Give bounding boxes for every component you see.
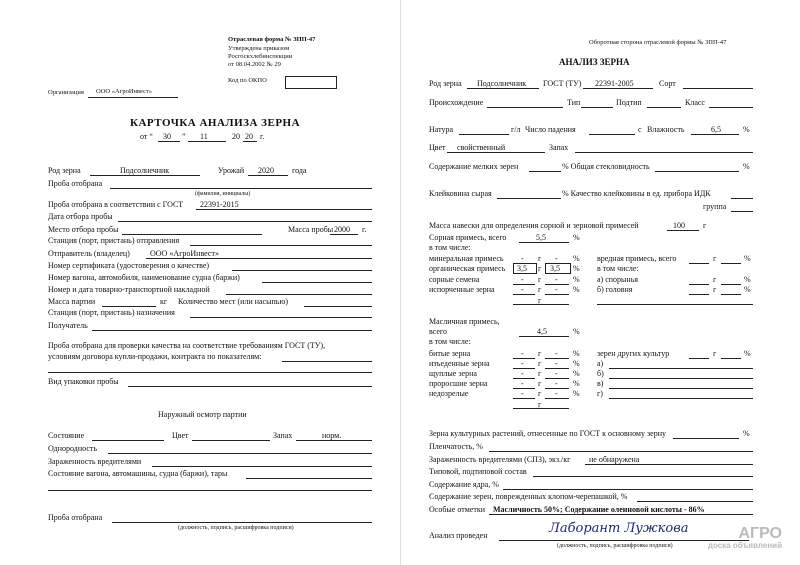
- class-line: [709, 107, 753, 108]
- oil-extra-g-unit: г: [538, 400, 542, 409]
- date-day: 30: [163, 132, 171, 141]
- date-from: от “: [140, 132, 153, 141]
- station-line: [190, 245, 372, 246]
- sample-taken-line: [110, 188, 372, 189]
- other-b-line: [609, 378, 753, 379]
- spoiled-g-line: [513, 294, 535, 295]
- mass-value: 2000: [334, 225, 350, 234]
- date-quote: ”: [182, 132, 186, 141]
- org-label: Организация: [48, 89, 84, 96]
- date-year-line: [243, 141, 257, 142]
- shriveled-pct: -: [555, 369, 558, 378]
- gost-value-r: 22391-2005: [595, 79, 634, 88]
- ergot-label: а) спорынья: [597, 275, 639, 284]
- broken-label: битые зерна: [429, 349, 471, 358]
- sign-caption-right: (должность, подпись, расшифровка подписи): [557, 543, 673, 549]
- weighed-line: [667, 230, 699, 231]
- weed-incl: в том числе:: [429, 243, 471, 252]
- harvest-line: [248, 175, 288, 176]
- sample-by-label: Проба отобрана: [48, 513, 103, 522]
- moisture-pct: %: [743, 125, 750, 134]
- ergot-g-unit: г: [713, 275, 717, 284]
- glassiness-pct: %: [743, 162, 750, 171]
- weed-line: [519, 242, 569, 243]
- crop-value-r: Подсолнечник: [477, 79, 527, 88]
- wagon-label: Номер вагона, автомобиля, наименование судна (баржи): [48, 273, 240, 282]
- harmful-pct-unit: %: [744, 254, 751, 263]
- gluten-label: Клейковина сырая: [429, 189, 492, 198]
- broken-g-unit: г: [538, 349, 542, 358]
- other-crops-g-line: [689, 358, 709, 359]
- approved-org: Росгоскхлебинспекции: [228, 53, 293, 60]
- wagon-state-extra-line: [48, 490, 372, 491]
- smell-value: норм.: [322, 431, 342, 440]
- batch-mass-label: Масса партии: [48, 297, 96, 306]
- sample-taken-label: Проба отобрана: [48, 179, 103, 188]
- smut-pct-line: [721, 294, 741, 295]
- reverse-title: Оборотная сторона отраслевой формы № ЗПП-47: [589, 39, 727, 46]
- spoiled-pct: -: [555, 285, 558, 294]
- moisture-line: [691, 134, 739, 135]
- ttn-line: [226, 294, 372, 295]
- uniformity-line: [108, 453, 372, 454]
- crop-label-r: Род зерна: [429, 79, 462, 88]
- broken-pct: -: [555, 349, 558, 358]
- mineral-pct-unit: %: [573, 254, 580, 263]
- sprouted-pct: -: [555, 379, 558, 388]
- gost-line-r: [583, 88, 653, 89]
- notes-value: Масличность 50%; Содержание олеиновой кислоты - 86%: [493, 505, 705, 514]
- station-label: Станция (порт, пристань) отправления: [48, 236, 180, 245]
- unripe-g-unit: г: [538, 389, 542, 398]
- wagon-line: [262, 282, 372, 283]
- analysis-by-label: Анализ проведен: [429, 531, 488, 540]
- smut-label: б) головня: [597, 285, 633, 294]
- harmful-pct-line: [721, 263, 741, 264]
- bug-line: [637, 501, 753, 502]
- state-label: Состояние: [48, 431, 85, 440]
- sprouted-pct-unit: %: [573, 379, 580, 388]
- small-grains-label: Содержание мелких зерен: [429, 162, 519, 171]
- broken-g: -: [521, 349, 524, 358]
- eaten-g: -: [521, 359, 524, 368]
- weed-total: 5,5: [536, 233, 546, 242]
- sprouted-g-line: [513, 388, 535, 389]
- batch-mass-line: [102, 306, 156, 307]
- bug-label: Содержание зерен, поврежденных клопом-черепашкой, %: [429, 492, 628, 501]
- group-label: группа: [703, 202, 727, 211]
- packing-line: [128, 386, 372, 387]
- mass-unit: г.: [362, 225, 367, 234]
- date-month: 11: [200, 132, 208, 141]
- unripe-pct-line: [545, 398, 569, 399]
- origin-label: Происхождение: [429, 98, 484, 107]
- wagon-state-label: Состояние вагона, автомашины, судна (баржи), тары: [48, 469, 228, 478]
- organic-pct: 3,5: [550, 264, 560, 273]
- harmful-g-unit: г: [713, 254, 717, 263]
- unripe-pct-unit: %: [573, 389, 580, 398]
- date-year-prefix: 20: [232, 132, 240, 141]
- harmful-incl: в том числе:: [597, 264, 639, 273]
- sign-caption-left: (должность, подпись, расшифровка подписи): [178, 525, 294, 531]
- spoiled-pct-unit: %: [573, 285, 580, 294]
- watermark-line-1: АГРО: [738, 524, 782, 542]
- ergot-pct-line: [721, 284, 741, 285]
- other-v-line: [609, 388, 753, 389]
- state-line: [92, 440, 164, 441]
- unripe-g: -: [521, 389, 524, 398]
- type-line: [581, 107, 613, 108]
- purpose-extra-line: [48, 372, 372, 373]
- smell-label-r: Запах: [549, 143, 569, 152]
- kernel-line: [503, 489, 753, 490]
- receiver-line: [92, 330, 372, 331]
- other-crops-g-unit: г: [713, 349, 717, 358]
- sender-label: Отправитель (владелец): [48, 249, 130, 258]
- weighed-label: Масса навески для определения сорной и зерновой примесей: [429, 221, 639, 230]
- notes-label: Особые отметки: [429, 505, 485, 514]
- type-composition-line: [533, 476, 753, 477]
- gost-label: Проба отобрана в соответствии с ГОСТ: [48, 200, 184, 209]
- org-underline: [88, 97, 178, 98]
- nature-line: [459, 134, 509, 135]
- crop-label: Род зерна: [48, 166, 81, 175]
- color-label-r: Цвет: [429, 143, 446, 152]
- organic-pct-unit: %: [573, 264, 580, 273]
- nature-label: Натура: [429, 125, 454, 134]
- other-b: б): [597, 369, 604, 378]
- broken-pct-unit: %: [573, 349, 580, 358]
- type-composition-label: Типовой, подтиповой состав: [429, 467, 527, 476]
- organic-label: органическая примесь: [429, 264, 506, 273]
- shriveled-label: щуплые зерна: [429, 369, 477, 378]
- harvest-label: Урожай: [218, 166, 245, 175]
- weed-seeds-g-unit: г: [538, 275, 542, 284]
- receiver-label: Получатель: [48, 321, 88, 330]
- place-line: [122, 234, 262, 235]
- other-v: в): [597, 379, 604, 388]
- gost-label-r: ГОСТ (ТУ): [543, 79, 582, 88]
- color-line-r: [447, 152, 545, 153]
- ttn-label: Номер и дата товарно-транспортной накладной: [48, 285, 210, 294]
- sample-date-line: [118, 221, 372, 222]
- mineral-label: минеральная примесь: [429, 254, 504, 263]
- purpose-line: [282, 361, 372, 362]
- gost-value: 22391-2015: [200, 200, 239, 209]
- cert-label: Номер сертификата (удостоверения о качестве): [48, 261, 210, 270]
- smell-label: Запах: [273, 431, 293, 440]
- dest-label: Станция (порт, пристань) назначения: [48, 308, 175, 317]
- watermark-logo: [708, 525, 782, 551]
- falling-label: Число падения: [525, 125, 576, 134]
- color-value-r: свойственный: [457, 143, 506, 152]
- date-year: 20: [245, 132, 253, 141]
- gluten-quality-line: [731, 198, 753, 199]
- unripe-pct: -: [555, 389, 558, 398]
- unripe-g-line: [513, 398, 535, 399]
- other-g: г): [597, 389, 603, 398]
- harvest-value: 2020: [258, 166, 274, 175]
- group-line: [731, 211, 753, 212]
- smell-line: [296, 440, 372, 441]
- uniformity-label: Однородность: [48, 444, 98, 453]
- weighed-value: 100: [673, 221, 685, 230]
- weed-seeds-label: сорные семена: [429, 275, 480, 284]
- smell-line-r: [575, 152, 753, 153]
- smut-g-line: [689, 294, 709, 295]
- shriveled-g-line: [513, 378, 535, 379]
- pests-line-r: [585, 464, 753, 465]
- weed-seeds-g: -: [521, 275, 524, 284]
- wagon-state-line: [246, 478, 372, 479]
- oil-label: Масличная примесь,: [429, 317, 500, 326]
- moisture-value: 6,5: [711, 125, 721, 134]
- batch-mass-unit: кг: [160, 297, 168, 306]
- weed-pct: %: [573, 233, 580, 242]
- spoiled-pct-line: [545, 294, 569, 295]
- cultural-label: Зерна культурных растений, отнесенные по ГОСТ к основному зерну: [429, 429, 666, 438]
- origin-line: [487, 107, 563, 108]
- organic-g: 3,5: [517, 264, 527, 273]
- harmful-label: вредная примесь, всего: [597, 254, 677, 263]
- spoiled-g-unit: г: [538, 285, 542, 294]
- kernel-label: Содержание ядра, %: [429, 480, 499, 489]
- unripe-label: недозрелые: [429, 389, 469, 398]
- card-title: КАРТОЧКА АНАЛИЗА ЗЕРНА: [130, 117, 301, 129]
- date-day-line: [158, 141, 180, 142]
- purpose-line-2: условиям договора купли-продажи, контракта по показателям:: [48, 352, 262, 361]
- crop-line-r: [467, 88, 539, 89]
- sender-line: [146, 258, 372, 259]
- eaten-g-line: [513, 368, 535, 369]
- gost-line: [196, 209, 372, 210]
- oil-label-2: всего: [429, 327, 448, 336]
- other-a-line: [609, 368, 753, 369]
- other-crops-pct-unit: %: [744, 349, 751, 358]
- sender-value: ООО «АгроИнвест»: [150, 249, 219, 258]
- weed-seeds-g-line: [513, 284, 535, 285]
- crop-value: Подсолнечник: [120, 166, 170, 175]
- date-g: г.: [260, 132, 265, 141]
- film-label: Пленчатость, %: [429, 442, 483, 451]
- watermark-line-2: доска объявлений: [707, 541, 782, 551]
- gluten-line: [497, 198, 561, 199]
- spoiled-g: -: [521, 285, 524, 294]
- other-crops-pct-line: [721, 358, 741, 359]
- mass-label: Масса пробы: [288, 225, 334, 234]
- places-label: Количество мест (или насыпью): [178, 297, 289, 306]
- other-g-line: [609, 398, 753, 399]
- oil-line: [519, 336, 569, 337]
- mineral-pct: -: [555, 254, 558, 263]
- pests-value-r: не обнаружена: [589, 455, 640, 464]
- glassiness-line: [655, 171, 739, 172]
- broken-g-line: [513, 358, 535, 359]
- organic-g-unit: г: [538, 264, 542, 273]
- packing-label: Вид упаковки пробы: [48, 377, 119, 386]
- color-label: Цвет: [172, 431, 189, 440]
- nature-unit: г/л: [511, 125, 521, 134]
- approved-line: Утверждена приказом: [228, 45, 290, 52]
- sprouted-g-unit: г: [538, 379, 542, 388]
- oil-pct: %: [573, 327, 580, 336]
- inspection-title: Наружный осмотр партии: [158, 410, 247, 419]
- crop-line: [90, 175, 200, 176]
- date-month-line: [188, 141, 226, 142]
- film-line: [489, 451, 753, 452]
- small-grains-line: [529, 171, 561, 172]
- smut-pct-unit: %: [744, 285, 751, 294]
- cultural-line: [673, 438, 739, 439]
- spoiled-label: испорченные зерна: [429, 285, 495, 294]
- harmful-g-line: [689, 263, 709, 264]
- org-value: ООО «АгроИнвест»: [96, 88, 153, 95]
- cultural-pct: %: [743, 429, 750, 438]
- oil-total: 4,5: [537, 327, 547, 336]
- ergot-pct-unit: %: [744, 275, 751, 284]
- subtype-line: [647, 107, 681, 108]
- harmful-extra-line: [597, 304, 753, 305]
- sprouted-label: проросшие зерна: [429, 379, 488, 388]
- weighed-unit: г: [703, 221, 707, 230]
- weed-label: Сорная примесь, всего: [429, 233, 507, 242]
- c-label: с: [638, 125, 642, 134]
- eaten-label: изъеденные зерна: [429, 359, 490, 368]
- sample-date-label: Дата отбора пробы: [48, 212, 113, 221]
- eaten-pct: -: [555, 359, 558, 368]
- pests-label: Зараженность вредителями: [48, 457, 142, 466]
- okpo-box: [285, 76, 337, 89]
- pests-label-r: Зараженность вредителями (СПЗ), экз./кг: [429, 455, 571, 464]
- cert-line: [232, 270, 372, 271]
- purpose-line-1: Проба отобрана для проверки качества на соответствие требованиям ГОСТ (ТУ),: [48, 341, 326, 350]
- card-back-page: [400, 0, 800, 565]
- analysis-title: АНАЛИЗ ЗЕРНА: [559, 57, 630, 67]
- approved-date: от 08.04.2002 № 29: [228, 61, 281, 68]
- eaten-pct-unit: %: [573, 359, 580, 368]
- ergot-g-line: [689, 284, 709, 285]
- weed-seeds-pct: -: [555, 275, 558, 284]
- type-label: Тип: [567, 98, 581, 107]
- glassiness-label: % Общая стекловидность: [562, 162, 650, 171]
- places-line: [304, 306, 372, 307]
- okpo-label: Код по ОКПО: [228, 77, 267, 84]
- pests-line: [152, 466, 372, 467]
- gluten-quality-label: % Качество клейковины в ед. прибора ИДК: [562, 189, 711, 198]
- dest-line: [190, 317, 372, 318]
- place-label: Место отбора пробы: [48, 225, 119, 234]
- lab-signature: Лаборант Лужкова: [549, 521, 689, 536]
- other-a: а): [597, 359, 604, 368]
- oil-incl: в том числе:: [429, 337, 471, 346]
- weed-seeds-pct-unit: %: [573, 275, 580, 284]
- notes-line: [489, 514, 753, 515]
- sort-label: Сорт: [659, 79, 676, 88]
- falling-line: [589, 134, 635, 135]
- other-crops-label: зерен других культур: [597, 349, 670, 358]
- color-line: [192, 440, 270, 441]
- smut-g-unit: г: [713, 285, 717, 294]
- class-label: Класс: [685, 98, 705, 107]
- weed-extra-g-unit: г: [538, 296, 542, 305]
- mineral-g: -: [521, 254, 524, 263]
- sample-by-line: [112, 522, 372, 523]
- mineral-g-unit: г: [538, 254, 542, 263]
- subtype-label: Подтип: [616, 98, 642, 107]
- sprouted-g: -: [521, 379, 524, 388]
- form-title: Отраслевая форма № ЗПП-47: [228, 36, 316, 43]
- fio-caption: (фамилия, инициалы): [195, 191, 251, 197]
- shriveled-g-unit: г: [538, 369, 542, 378]
- eaten-g-unit: г: [538, 359, 542, 368]
- shriveled-g: -: [521, 369, 524, 378]
- sort-line: [683, 88, 753, 89]
- harvest-unit: года: [292, 166, 307, 175]
- moisture-label: Влажность: [647, 125, 685, 134]
- mass-line: [330, 234, 358, 235]
- shriveled-pct-unit: %: [573, 369, 580, 378]
